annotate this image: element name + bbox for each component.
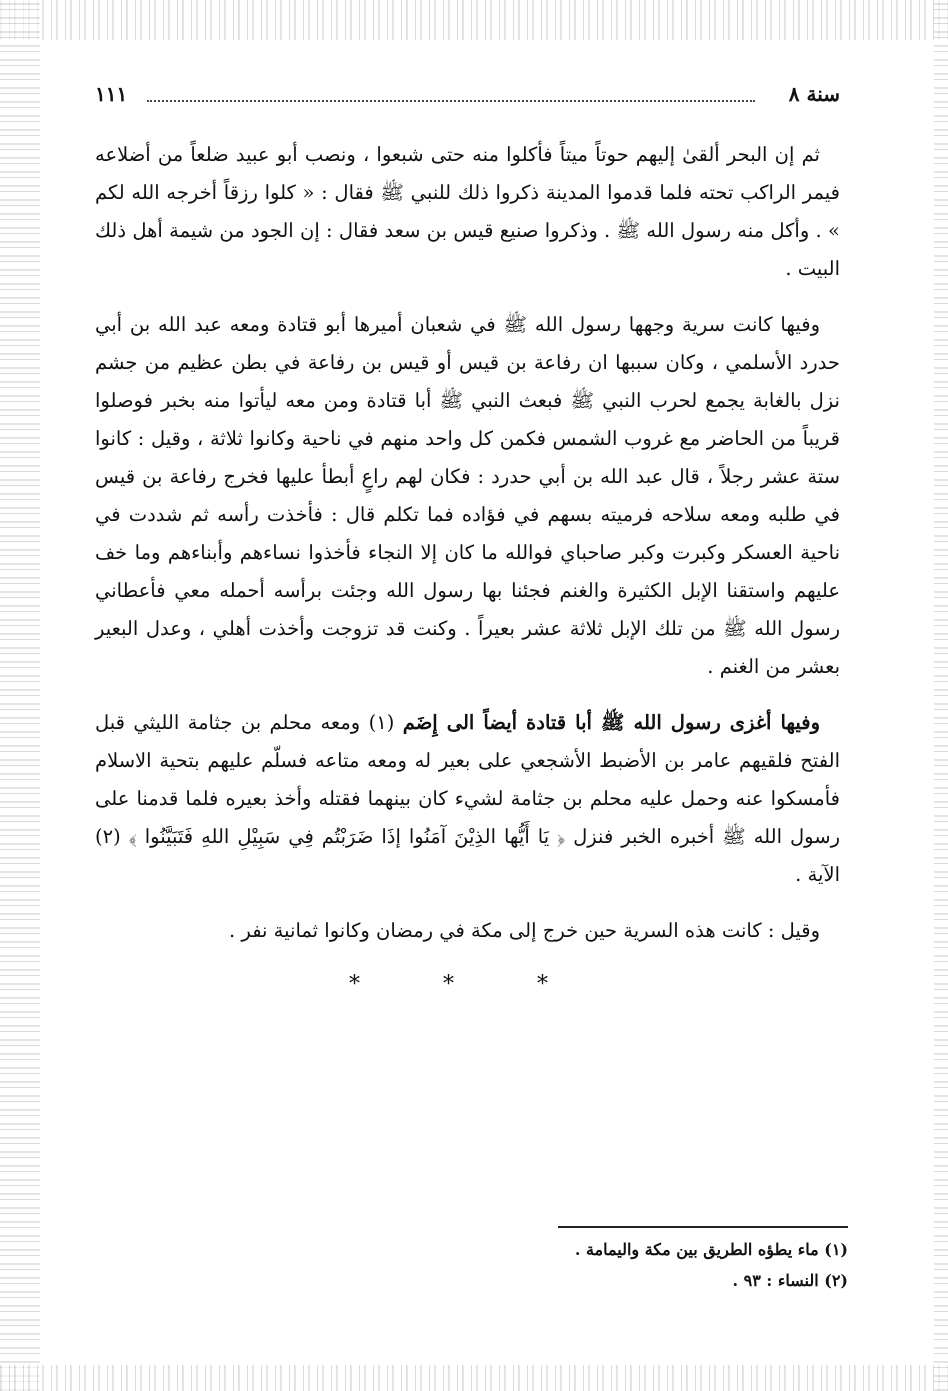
footnotes bbox=[103, 1226, 848, 1296]
footnote-marker-2: (٢) bbox=[95, 825, 121, 848]
section-separator: * * * bbox=[349, 972, 586, 997]
book-page bbox=[95, 78, 840, 997]
paragraph-3-ending: الآية . bbox=[795, 863, 840, 886]
paragraph-1: ثم إن البحر ألقىٰ إليهم حوتاً ميتاً فأكلوا منه حتى شبعوا ، ونصب أبو عبيد ضلعاً من أضلاعه فيمر الراكب تحته فلما قدموا المدينة ذكروا ذلك للنبي ﷺ فقال : « كلوا رزقاً أخرجه الله لكم » . وأكل منه رسول الله ﷺ . وذكروا صنيع قيس بن سعد فقال : إن الجود من شيمة أهل ذلك البيت . bbox=[95, 143, 840, 280]
decorative-border-bottom bbox=[0, 1365, 948, 1391]
paragraph-3-body: ومعه محلم بن جثامة الليثي قبل الفتح فلقيهم عامر بن الأضبط الأشجعي على بعير له ومعه متاعه فسلّم عليهم بتحية الاسلام فأمسكوا عنه وحمل عليه محلم بن جثامة لشيء كان بينهما فقتله وأخذ بعيره فلما قدمنا على رسول الله ﷺ أخبره الخبر فنزل ﴿ يَا أَيُّها الذِيْنَ آمَنُوا إذَا ضَرَبْتُم فِي سَبِيْلِ اللهِ فَتَبَيَّنُوا ﴾ bbox=[95, 711, 840, 848]
chapter-heading: سنة ٨ bbox=[788, 82, 840, 106]
footnote-1: (١) ماء يطؤه الطريق بين مكة واليمامة . bbox=[574, 1240, 848, 1259]
page-number: ١١١ bbox=[95, 82, 128, 106]
footnote-rule bbox=[558, 1226, 848, 1228]
decorative-border-left bbox=[0, 0, 40, 1391]
running-header bbox=[95, 78, 840, 118]
header-dotted-leader bbox=[147, 100, 755, 102]
paragraph-4: وقيل : كانت هذه السرية حين خرج إلى مكة في رمضان وكانوا ثمانية نفر . bbox=[229, 919, 820, 942]
paragraph-3-bold-lead: وفيها أغزى رسول الله ﷺ أبا قتادة أيضاً الى إِضَم bbox=[402, 711, 820, 734]
paragraph-2: وفيها كانت سرية وجهها رسول الله ﷺ في شعبان أميرها أبو قتادة ومعه عبد الله بن أبي حدرد الأسلمي ، وكان سببها ان رفاعة بن قيس أو قيس بن رفاعة في بطن عظيم من جشم نزل بالغابة يجمع لحرب النبي ﷺ فبعث النبي ﷺ أبا قتادة ومن معه ليأتوا منه بخبر فوصلوا قريباً من الحاضر مع غروب الشمس فكمن كل واحد منهم في ناحية وكانوا ثلاثة ، وقيل : كانوا ستة عشر رجلاً ، قال عبد الله بن أبي حدرد : فكان لهم راعٍ أبطأ عليها فخرج رفاعة بن قيس في طلبه ومعه سلاحه فرميته بسهم في فؤاده فما تكلم قال : فأخذت رأسه ثم شددت في ناحية العسكر وكبرت وكبر صاحباي فوالله ما كان إلا النجاء فأخذوا نساءهم وأبناءهم وما خف عليهم واستقنا الإبل الكثيرة والغنم فجئنا بها رسول الله وجئت برأسه أحمله معي فأعطاني رسول الله ﷺ من تلك الإبل ثلاثة عشر بعيراً . وكنت قد تزوجت وأخذت أهلي ، وعدل البعير بعشر من الغنم . bbox=[95, 313, 840, 678]
paragraph-3 bbox=[95, 704, 840, 894]
footnote-marker-1: (١) bbox=[368, 711, 395, 734]
footnote-2: (٢) النساء : ٩٣ . bbox=[732, 1271, 848, 1290]
decorative-border-right bbox=[934, 0, 948, 1391]
decorative-border-top bbox=[0, 0, 948, 40]
